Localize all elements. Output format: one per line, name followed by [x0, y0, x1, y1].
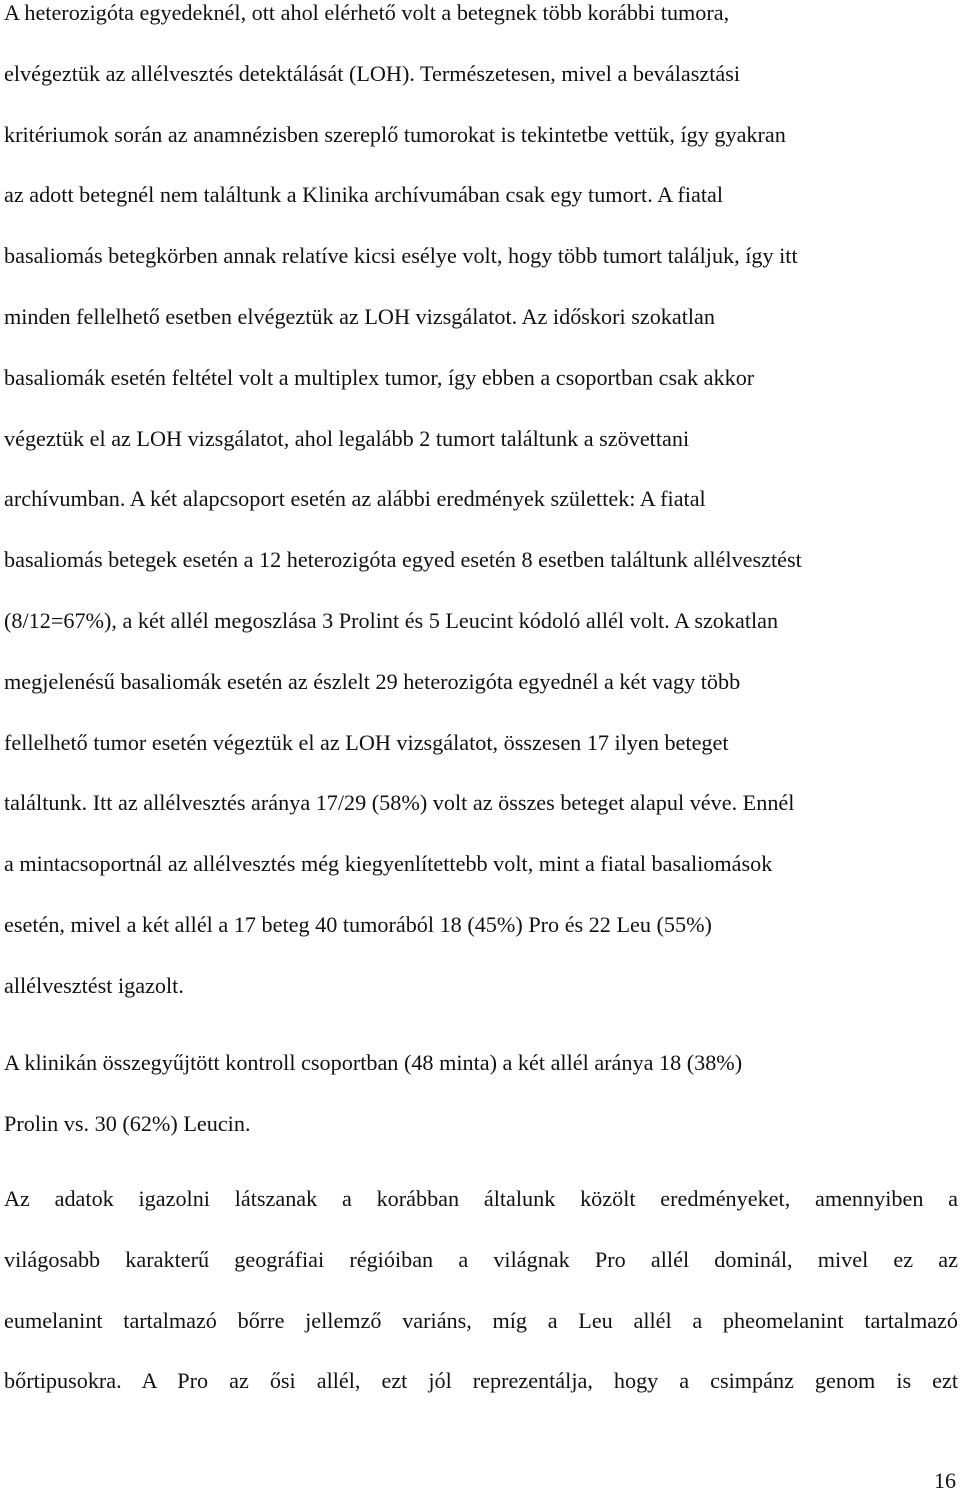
text-line: találtunk. Itt az allélvesztés aránya 17/29 (58%) volt az összes beteget alapul véve. Ennél	[4, 790, 795, 816]
text-line: végeztük el az LOH vizsgálatot, ahol legalább 2 tumort találtunk a szövettani	[4, 425, 690, 451]
text-line: (8/12=67%), a két allél megoszlása 3 Prolint és 5 Leucint kódoló allél volt. A szokatlan	[4, 607, 779, 633]
text-line: megjelenésű basaliomák esetén az észlelt 29 heterozigóta egyednél a két vagy több	[4, 668, 741, 694]
page-number: 16	[934, 1468, 956, 1493]
text-line: basaliomás betegek esetén a 12 heterozigóta egyed esetén 8 esetben találtunk allélvesztést	[4, 547, 802, 573]
text-line: esetén, mivel a két allél a 17 beteg 40 tumorából 18 (45%) Pro és 22 Leu (55%)	[4, 911, 712, 937]
text-line: basaliomák esetén feltétel volt a multiplex tumor, így ebben a csoportban csak akkor	[4, 364, 755, 390]
text-line: az adott betegnél nem találtunk a Klinika archívumában csak egy tumort. A fiatal	[4, 182, 724, 208]
text-line: Prolin vs. 30 (62%) Leucin.	[4, 1110, 251, 1136]
paragraph-loh-results	[4, 0, 958, 1017]
text-line: a mintacsoportnál az allélvesztés még kiegyenlítettebb volt, mint a fiatal basaliomások	[4, 851, 773, 877]
paragraph-control-group	[4, 1033, 958, 1155]
text-line: kritériumok során az anamnézisben szereplő tumorokat is tekintetbe vettük, így gyakran	[4, 121, 786, 147]
text-line: A heterozigóta egyedeknél, ott ahol elérhető volt a betegnek több korábbi tumora,	[4, 0, 730, 25]
text-line: Az adatok igazolni látszanak a korábban általunk közölt eredményeket, amennyiben a	[4, 1186, 958, 1211]
paragraph-discussion	[4, 1169, 958, 1412]
text-line: elvégeztük az allélvesztés detektálását (LOH). Természetesen, mivel a beválasztási	[4, 60, 741, 86]
text-line: fellelhető tumor esetén végeztük el az LOH vizsgálatot, összesen 17 ilyen beteget	[4, 729, 729, 755]
text-line: A klinikán összegyűjtött kontroll csoportban (48 minta) a két allél aránya 18 (38%)	[4, 1050, 743, 1075]
text-line: allélvesztést igazolt.	[4, 972, 184, 998]
text-line: archívumban. A két alapcsoport esetén az alábbi eredmények születtek: A fiatal	[4, 486, 706, 512]
text-line: minden fellelhető esetben elvégeztük az LOH vizsgálatot. Az időskori szokatlan	[4, 303, 715, 329]
text-line: eumelanint tartalmazó bőrre jellemző variáns, míg a Leu allél a pheomelanint tartalmazó	[4, 1307, 958, 1333]
text-line: basaliomás betegkörben annak relatíve kicsi esélye volt, hogy több tumort találjuk, így itt	[4, 243, 798, 269]
text-line: bőrtipusokra. A Pro az ősi allél, ezt jól reprezentálja, hogy a csimpánz genom is ezt	[4, 1368, 958, 1394]
text-line: világosabb karakterű geográfiai régióiban a világnak Pro allél dominál, mivel ez az	[4, 1246, 958, 1272]
